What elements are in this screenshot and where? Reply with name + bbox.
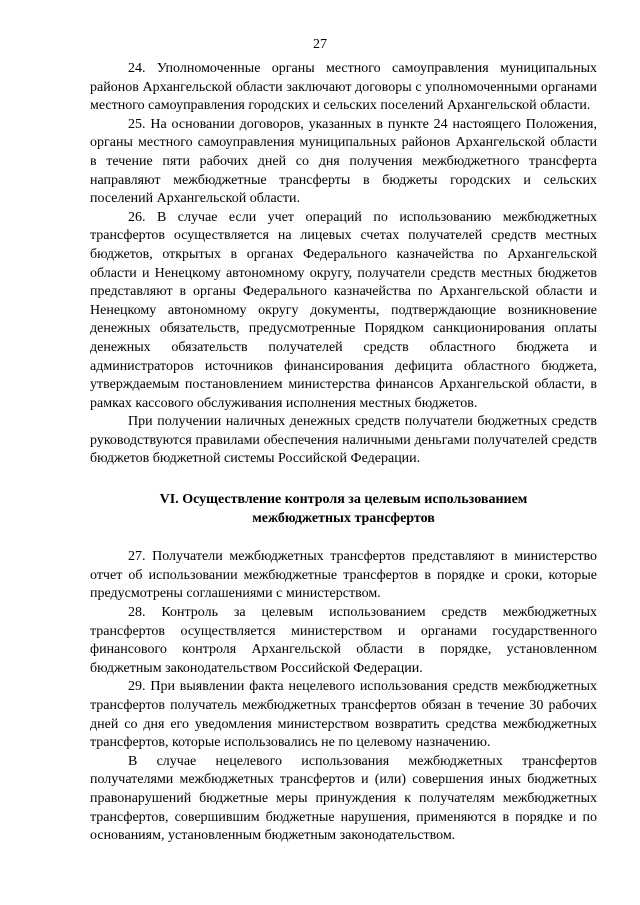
section-heading	[90, 491, 597, 528]
section-heading-line-1: VI. Осуществление контроля за целевым использованием	[159, 492, 528, 508]
paragraph-26-cash: При получении наличных денежных средств получатели бюджетных средств руководствуются правилами обеспечения наличными деньгами получателей средств бюджетов бюджетной системы Российской Федерации.	[90, 414, 597, 467]
paragraph-29: 29. При выявлении факта нецелевого использования средств межбюджетных трансфертов получатель межбюджетных трансфертов обязан в течение 30 рабочих дней со дня его уведомления министерством возвратить средства межбюджетных трансфертов, которые использовались не по целевому назначению.	[90, 679, 597, 751]
paragraph-28: 28. Контроль за целевым использованием средств межбюджетных трансфертов осуществляется министерством и органами государственного финансового контроля Архангельской области в порядке, установленном бюджетным законодательством Российской Федерации.	[90, 605, 597, 676]
paragraph-26: 26. В случае если учет операций по использованию межбюджетных трансфертов осуществляется на лицевых счетах получателей средств местных бюджетов, открытых в органах Федерального казначейства по Архангельской области и Ненецкому автономному округу, получатели средств местных бюджетов представляют в органы Федерального казначейства по Архангельской области и Ненецкому автономному округу документы, подтверждающие возникновение денежных обязательств, предусмотренные Порядком санкционирования оплаты денежных обязательств получателей средств областного бюджета и администраторов источников финансирования дефицита областного бюджета, утверждаемым постановлением министерства финансов Архангельской области, в рамках кассового обслуживания исполнения местных бюджетов.	[90, 209, 597, 411]
page-number: 27	[313, 37, 327, 52]
paragraph-24: 24. Уполномоченные органы местного самоуправления муниципальных районов Архангельской области заключают договоры с уполномоченными органами местного самоуправления городских и сельских поселений Архангельской области.	[90, 61, 597, 114]
paragraph-29-misuse: В случае нецелевого использования межбюджетных трансфертов получателями межбюджетных трансфертов и (или) совершения иных бюджетных правонарушений бюджетные меры принуждения к получателям межбюджетных трансфертов, совершившим бюджетные нарушения, применяются в порядке и по основаниям, установленным бюджетным законодательством.	[90, 753, 597, 844]
paragraph-27: 27. Получатели межбюджетных трансфертов представляют в министерство отчет об использовании межбюджетные трансфертов в порядке и сроки, которые предусмотрены соглашениями с министерством.	[90, 549, 597, 602]
section-heading-line-2: межбюджетных трансфертов	[252, 510, 435, 526]
paragraph-25: 25. На основании договоров, указанных в пункте 24 настоящего Положения, органы местного самоуправления муниципальных районов Архангельской области в течение пяти рабочих дней со дня получения межбюджетного трансферта направляют межбюджетные трансферты в бюджеты городских и сельских поселений Архангельской области.	[90, 116, 597, 207]
document-body	[90, 60, 597, 846]
